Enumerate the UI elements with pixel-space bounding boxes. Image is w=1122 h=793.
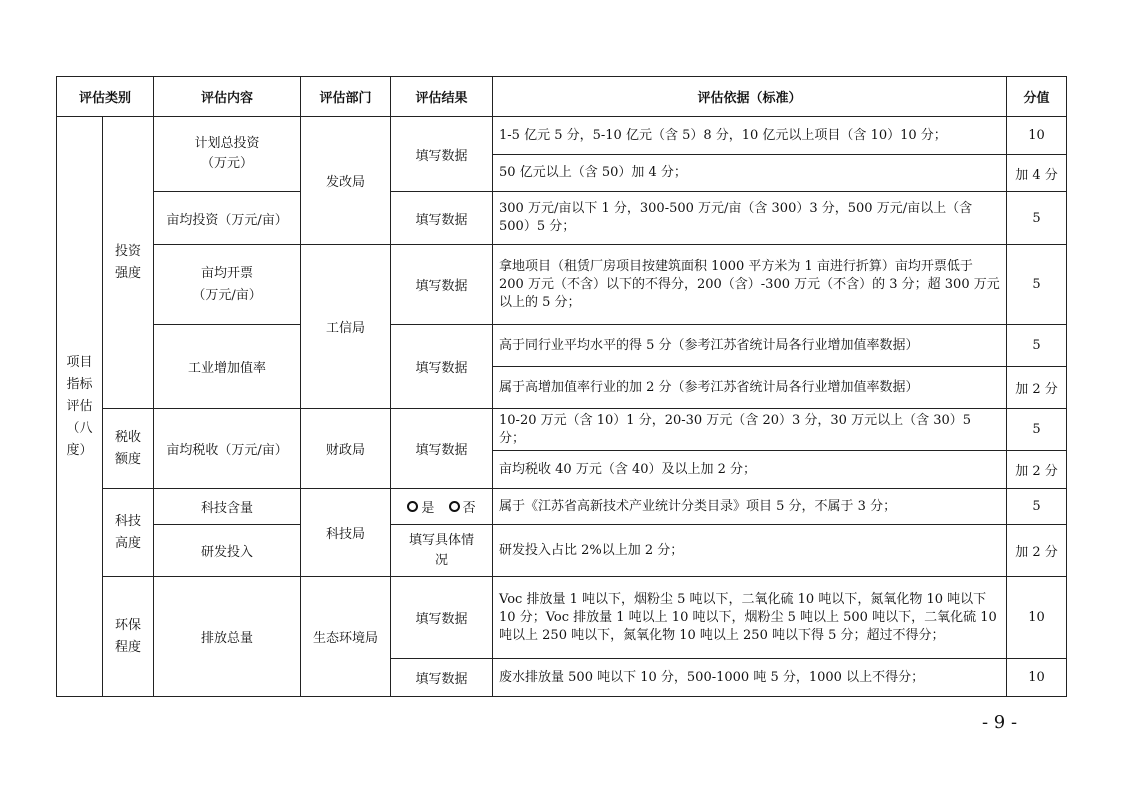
basis-cell: 高于同行业平均水平的得 5 分（参考江苏省统计局各行业增加值率数据）: [493, 325, 1007, 367]
radio-yes-label: 是: [421, 501, 435, 516]
score-cell: 5: [1007, 325, 1067, 367]
content-rd-investment: 研发投入: [154, 525, 301, 577]
page-number: - 9 -: [982, 712, 1018, 733]
basis-cell: Voc 排放量 1 吨以下，烟粉尘 5 吨以下，二氧化硫 10 吨以下，氮氧化物 10 吨以下 10 分；Voc 排放量 1 吨以上 10 吨以下，烟粉尘 5 吨以上 500 吨以下，二氧化硫 10 吨以上 250 吨以下，氮氧化物 10 吨以上 250 吨以下得 5 分；超过不得分；: [493, 577, 1007, 659]
content-total-investment: 计划总投资 （万元）: [154, 117, 301, 192]
score-cell: 5: [1007, 245, 1067, 325]
header-row: [57, 77, 1067, 117]
subcategory-env: 环保 程度: [103, 577, 154, 697]
content-industrial-value-added: 工业增加值率: [154, 325, 301, 409]
table-row: [57, 192, 1067, 245]
table-row: [57, 325, 1067, 367]
basis-cell: 亩均税收 40 万元（含 40）及以上加 2 分；: [493, 451, 1007, 489]
basis-cell: 1-5 亿元 5 分，5-10 亿元（含 5）8 分，10 亿元以上项目（含 10）10 分；: [493, 117, 1007, 155]
result-radio-group: [391, 489, 493, 525]
basis-cell: 属于《江苏省高新技术产业统计分类目录》项目 5 分，不属于 3 分；: [493, 489, 1007, 525]
dept-fagai: 发改局: [301, 117, 391, 245]
score-cell: 10: [1007, 577, 1067, 659]
score-cell: 5: [1007, 489, 1067, 525]
table-row: [57, 577, 1067, 659]
content-per-mu-investment: 亩均投资（万元/亩）: [154, 192, 301, 245]
result-cell: 填写数据: [391, 325, 493, 409]
score-cell: 5: [1007, 192, 1067, 245]
dept-tech: 科技局: [301, 489, 391, 577]
table-row: [57, 409, 1067, 451]
result-cell: 填写数据: [391, 409, 493, 489]
result-cell: 填写数据: [391, 245, 493, 325]
dept-gongxin: 工信局: [301, 245, 391, 409]
basis-cell: 研发投入占比 2%以上加 2 分；: [493, 525, 1007, 577]
score-cell: 加 2 分: [1007, 367, 1067, 409]
result-cell: 填写具体情 况: [391, 525, 493, 577]
header-content: 评估内容: [154, 77, 301, 117]
table-row: [57, 117, 1067, 155]
radio-icon[interactable]: [449, 501, 460, 512]
subcategory-tax: 税收 额度: [103, 409, 154, 489]
header-department: 评估部门: [301, 77, 391, 117]
dept-env: 生态环境局: [301, 577, 391, 697]
score-cell: 加 2 分: [1007, 525, 1067, 577]
score-cell: 加 4 分: [1007, 155, 1067, 192]
result-cell: 填写数据: [391, 659, 493, 697]
evaluation-table: [56, 76, 1067, 697]
table-row: [57, 245, 1067, 325]
score-cell: 10: [1007, 117, 1067, 155]
content-per-mu-invoice: 亩均开票 （万元/亩）: [154, 245, 301, 325]
radio-no-label: 否: [462, 501, 476, 516]
result-cell: 填写数据: [391, 192, 493, 245]
result-cell: 填写数据: [391, 577, 493, 659]
radio-yes-option[interactable]: [407, 497, 434, 516]
basis-cell: 300 万元/亩以下 1 分，300-500 万元/亩（含 300）3 分，500 万元/亩以上（含 500）5 分；: [493, 192, 1007, 245]
basis-cell: 废水排放量 500 吨以下 10 分，500-1000 吨 5 分，1000 以上不得分；: [493, 659, 1007, 697]
radio-icon[interactable]: [407, 501, 418, 512]
score-cell: 10: [1007, 659, 1067, 697]
header-score: 分值: [1007, 77, 1067, 117]
table-row: [57, 489, 1067, 525]
basis-cell: 拿地项目（租赁厂房项目按建筑面积 1000 平方米为 1 亩进行折算）亩均开票低于 200 万元（不含）以下的不得分，200（含）-300 万元（不含）的 3 分；超 300 万元以上的 5 分；: [493, 245, 1007, 325]
content-per-mu-tax: 亩均税收（万元/亩）: [154, 409, 301, 489]
score-cell: 加 2 分: [1007, 451, 1067, 489]
header-basis: 评估依据（标准）: [493, 77, 1007, 117]
subcategory-tech: 科技 高度: [103, 489, 154, 577]
basis-cell: 50 亿元以上（含 50）加 4 分；: [493, 155, 1007, 192]
basis-cell: 10-20 万元（含 10）1 分，20-30 万元（含 20）3 分，30 万元以上（含 30）5 分；: [493, 409, 1007, 451]
content-emission-total: 排放总量: [154, 577, 301, 697]
result-cell: 填写数据: [391, 117, 493, 192]
dept-finance: 财政局: [301, 409, 391, 489]
radio-no-option[interactable]: [449, 497, 476, 516]
header-result: 评估结果: [391, 77, 493, 117]
content-tech-content: 科技含量: [154, 489, 301, 525]
header-category: 评估类别: [57, 77, 154, 117]
score-cell: 5: [1007, 409, 1067, 451]
subcategory-investment: 投资 强度: [103, 117, 154, 409]
basis-cell: 属于高增加值率行业的加 2 分（参考江苏省统计局各行业增加值率数据）: [493, 367, 1007, 409]
table-row: [57, 525, 1067, 577]
category-project: 项目 指标 评估 （八 度）: [57, 117, 103, 697]
